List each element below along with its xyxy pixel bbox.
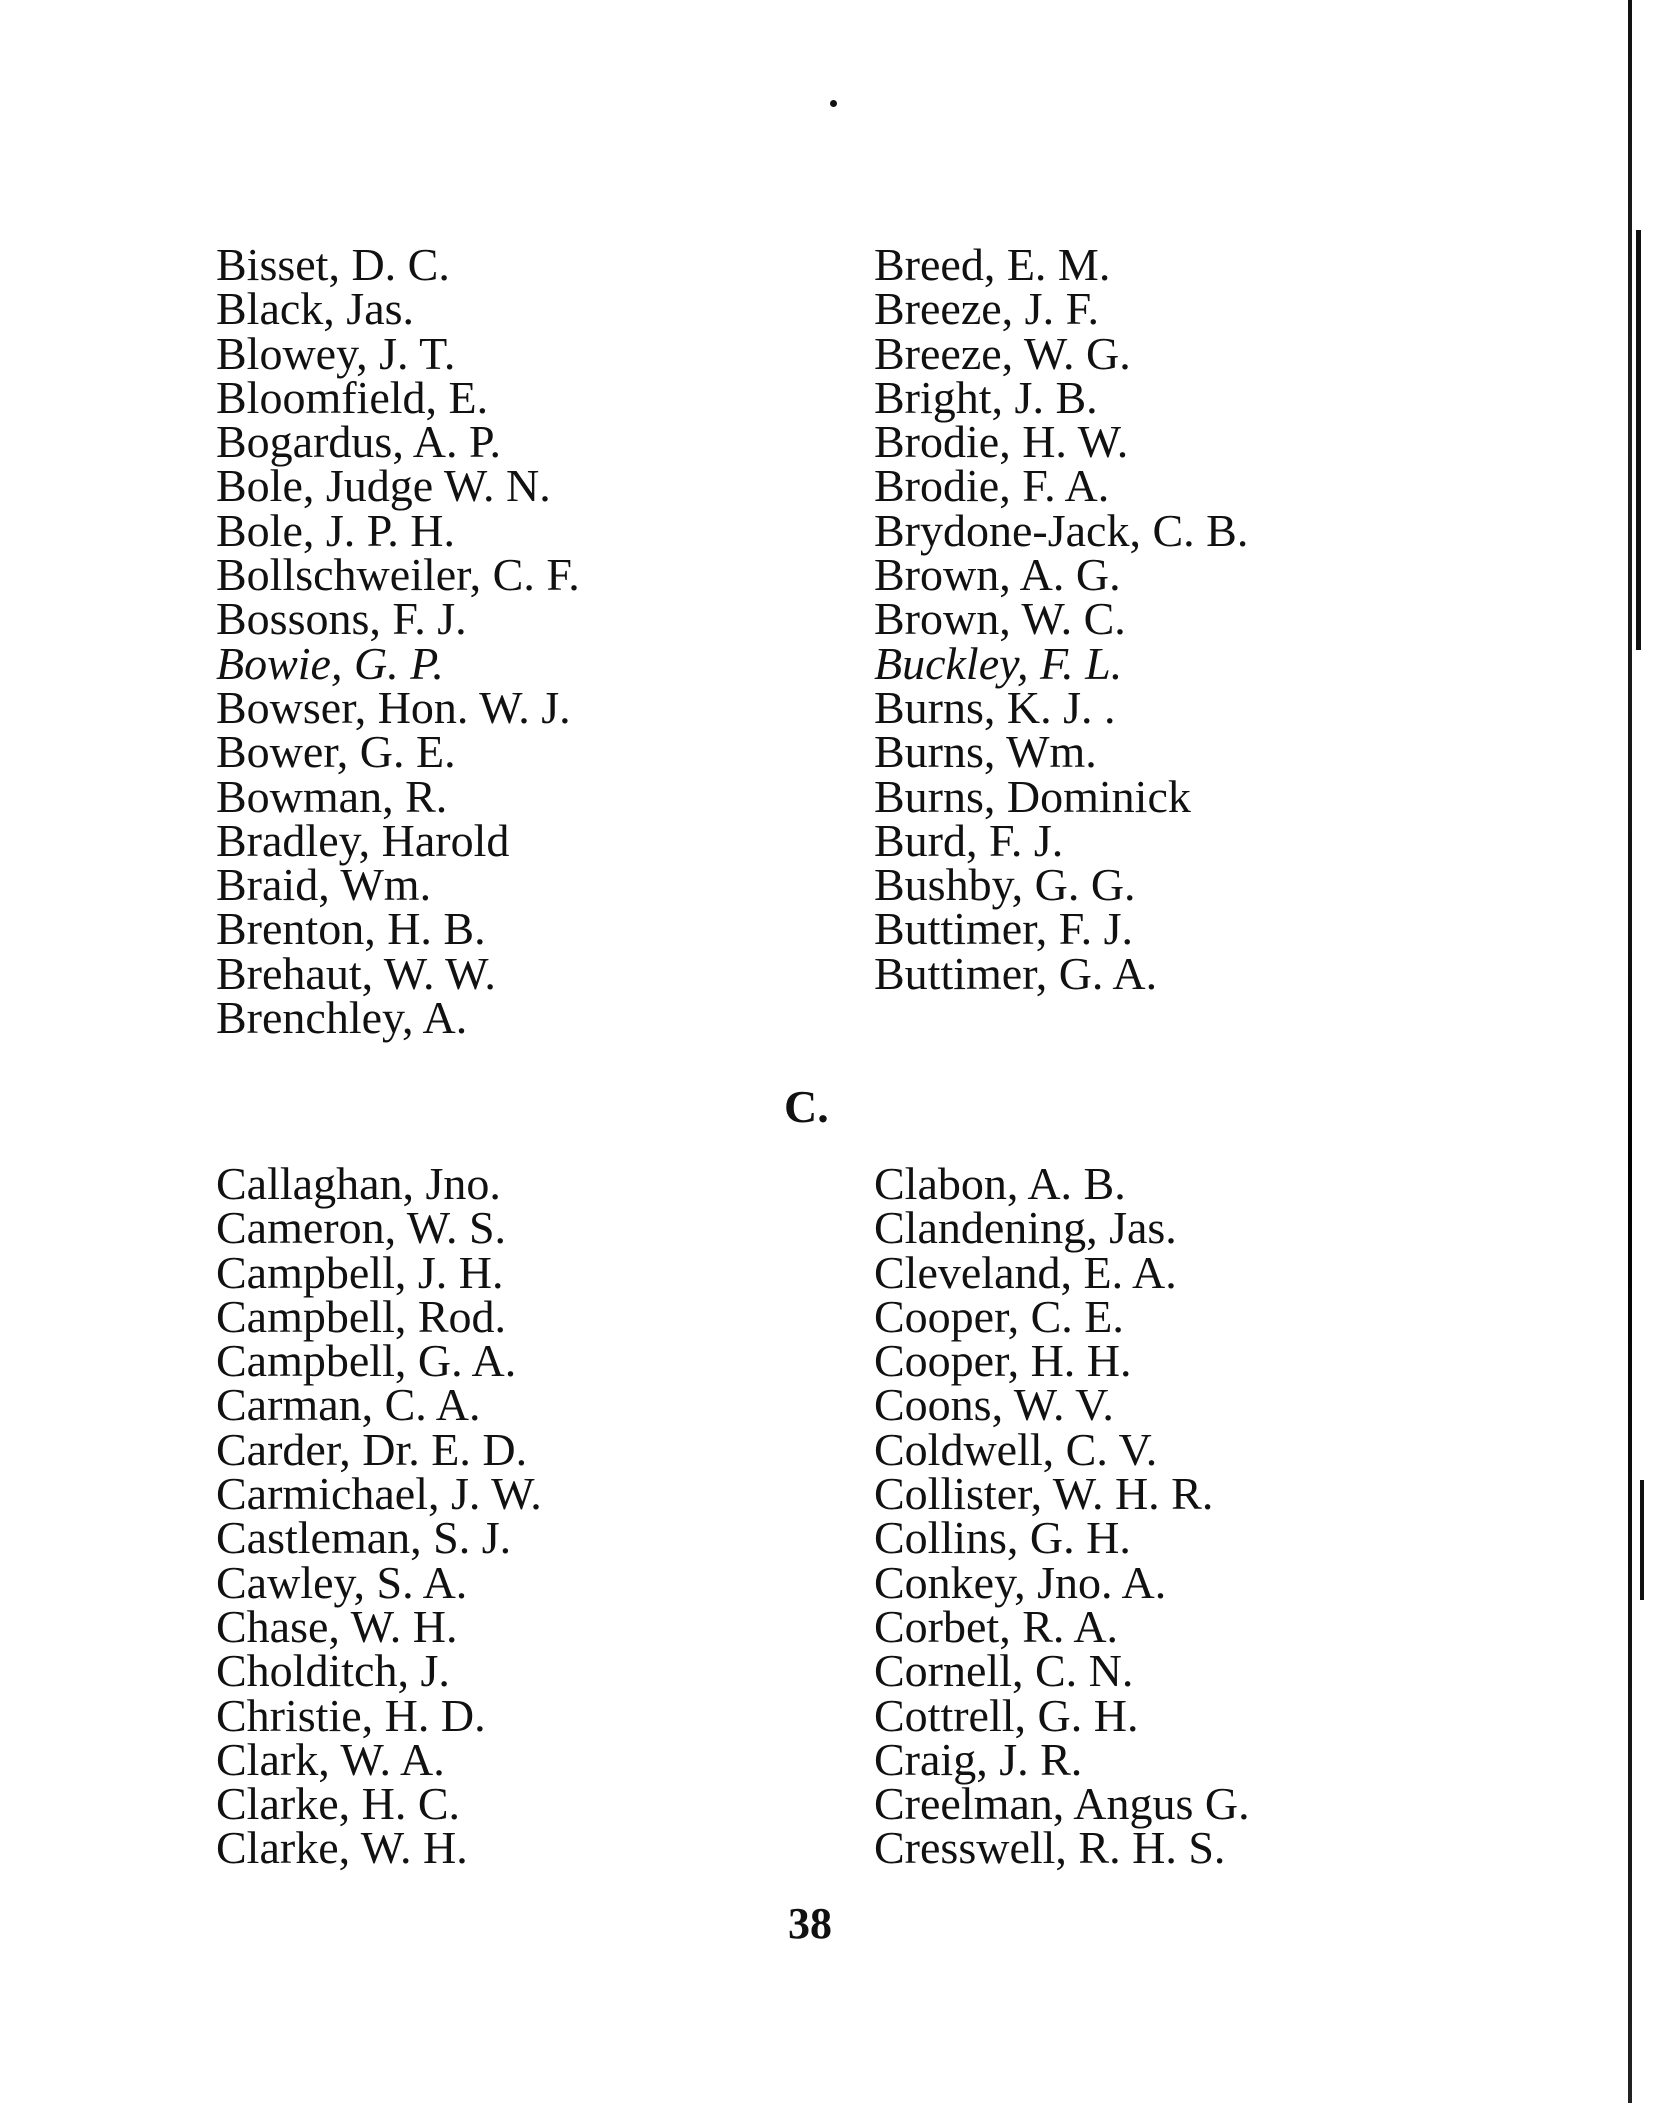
list-item: Clarke, H. C. [216, 1778, 461, 1830]
list-item: Collins, G. H. [874, 1512, 1131, 1564]
list-item: Coldwell, C. V. [874, 1423, 1158, 1475]
list-item: Clark, W. A. [216, 1733, 445, 1785]
list-item: Burns, Wm. [874, 726, 1097, 778]
list-item: Bossons, F. J. [216, 593, 467, 645]
list-item: Breeze, J. F. [874, 283, 1099, 335]
list-item: Cottrell, G. H. [874, 1689, 1139, 1741]
list-item: Clabon, A. B. [874, 1158, 1126, 1209]
list-item: Brown, W. C. [874, 593, 1126, 645]
list-item: Cooper, C. E. [874, 1290, 1124, 1342]
list-item: Coons, W. V. [874, 1379, 1114, 1431]
list-item: Creelman, Angus G. [874, 1778, 1250, 1830]
page-binding-edge [1628, 0, 1632, 2103]
section-heading-c: C. [784, 1081, 829, 1132]
list-item: Cornell, C. N. [874, 1645, 1134, 1697]
list-item: Brydone-Jack, C. B. [874, 504, 1249, 556]
list-item: Cresswell, R. H. S. [874, 1822, 1226, 1874]
list-item: Bloomfield, E. [216, 371, 489, 423]
list-item: Bole, J. P. H. [216, 504, 455, 556]
list-item: Clandening, Jas. [874, 1202, 1177, 1254]
list-item: Craig, J. R. [874, 1733, 1083, 1785]
list-item: Conkey, Jno. A. [874, 1556, 1167, 1608]
list-item: Cleveland, E. A. [874, 1246, 1177, 1298]
list-item: Bogardus, A. P. [216, 416, 501, 468]
list-item: Collister, W. H. R. [874, 1468, 1214, 1520]
list-item: Black, Jas. [216, 283, 415, 335]
names-column-c-right [874, 1158, 1250, 1874]
list-item: Bollschweiler, C. F. [216, 549, 580, 601]
list-item: Bowie, G. P. [216, 637, 444, 689]
names-column-b-left [216, 239, 580, 1044]
list-item: Campbell, G. A. [216, 1335, 517, 1387]
list-item: Burns, Dominick [874, 770, 1191, 822]
list-item: Carman, C. A. [216, 1379, 481, 1431]
list-item: Buttimer, G. A. [874, 947, 1158, 999]
list-item: Brenchley, A. [216, 992, 468, 1044]
list-item: Bushby, G. G. [874, 859, 1136, 911]
list-item: Brown, A. G. [874, 549, 1121, 601]
list-item: Brodie, H. W. [874, 416, 1129, 468]
list-item: Cholditch, J. [216, 1645, 450, 1697]
list-item: Campbell, Rod. [216, 1290, 507, 1342]
list-item: Bowman, R. [216, 770, 448, 822]
list-item: Cawley, S. A. [216, 1556, 468, 1608]
page-binding-edge-shadow [1636, 230, 1641, 650]
printer-mark [830, 100, 837, 107]
list-item: Burns, K. J. . [874, 681, 1116, 733]
list-item: Clarke, W. H. [216, 1822, 468, 1874]
list-item: Cooper, H. H. [874, 1335, 1132, 1387]
list-item: Chase, W. H. [216, 1600, 458, 1652]
list-item: Burd, F. J. [874, 814, 1064, 866]
list-item: Carder, Dr. E. D. [216, 1423, 528, 1475]
page-number: 38 [788, 1899, 832, 1948]
list-item: Cameron, W. S. [216, 1202, 507, 1254]
list-item: Buckley, F. L. [874, 637, 1123, 689]
list-item: Bower, G. E. [216, 726, 456, 778]
list-item: Breeze, W. G. [874, 327, 1131, 379]
list-item: Christie, H. D. [216, 1689, 486, 1741]
names-column-b-right [874, 239, 1249, 999]
list-item: Bradley, Harold [216, 814, 510, 866]
list-item: Buttimer, F. J. [874, 903, 1133, 955]
list-item: Carmichael, J. W. [216, 1468, 542, 1520]
list-item: Braid, Wm. [216, 859, 432, 911]
list-item: Bole, Judge W. N. [216, 460, 551, 512]
list-item: Breed, E. M. [874, 239, 1111, 290]
list-item: Callaghan, Jno. [216, 1158, 501, 1209]
list-item: Bowser, Hon. W. J. [216, 681, 571, 733]
names-column-c-left [216, 1158, 542, 1874]
list-item: Brehaut, W. W. [216, 947, 496, 999]
page-binding-edge-shadow [1640, 1480, 1644, 1600]
list-item: Castleman, S. J. [216, 1512, 512, 1564]
list-item: Blowey, J. T. [216, 327, 456, 379]
list-item: Bright, J. B. [874, 371, 1098, 423]
list-item: Corbet, R. A. [874, 1600, 1119, 1652]
list-item: Brodie, F. A. [874, 460, 1110, 512]
list-item: Campbell, J. H. [216, 1246, 504, 1298]
list-item: Bisset, D. C. [216, 239, 450, 290]
list-item: Brenton, H. B. [216, 903, 486, 955]
